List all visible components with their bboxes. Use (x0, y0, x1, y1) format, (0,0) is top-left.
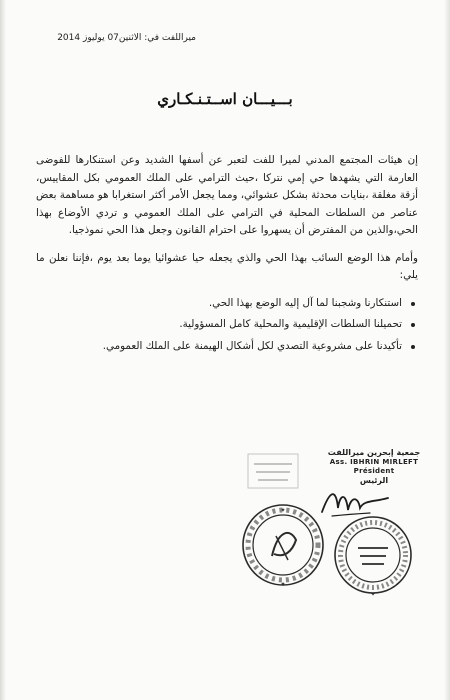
document-title: بـــيـــان اســتـنـكـاري (157, 90, 293, 108)
svg-text:✦: ✦ (280, 581, 286, 588)
list-item: استنكارنا وشجبنا لما آل إليه الوضع بهذا الحي. (36, 295, 402, 313)
svg-text:✦: ✦ (370, 591, 376, 598)
association-name-ar: جمعية إبحرين ميراللفت (327, 448, 421, 457)
president-title-ar: الرئيس (359, 476, 389, 485)
association-name-lat: Ass. IBHRIN MIRLEFT (329, 458, 419, 466)
president-title-lat: Président (353, 467, 395, 475)
document-body (36, 152, 418, 359)
paragraph-declaration: وأمام هذا الوضع السائب بهذا الحي والذي يجعله حيا عشوائيا يوما بعد يوم ،فإننا نعلن ما يلي: (36, 251, 418, 281)
faded-stamp-imprint (244, 448, 304, 494)
svg-text:✦: ✦ (280, 507, 286, 514)
list-item: تأكيدنا على مشروعية التصدي لكل أشكال الهيمنة على الملك العمومي. (36, 338, 402, 356)
paragraph-intro: إن هيئات المجتمع المدني لميرا للفت لتعبر عن أسفها الشديد وعن استنكارها للفوضى العارمة التي يشهدها حي إمي نتركا ،حيث الترامي على الملك العمومي بكل المقاييس، أزقة مغلقة ،بنايات محدثة بشكل عشوائي، ومما يجعل الأمر أكثر استغرابا هو مساهمة بعض عناصر من السلطات المحلية في الترامي على الملك العمومي و تردي الأوضاع بهذا الحي،والذين من المفترض أن يسهروا على احترام القانون وجعل هذا الحي نموذجيا. (36, 154, 418, 236)
dateline: ميراللفت في: الاثنين07 يوليوز 2014 (57, 33, 196, 43)
round-seal-right (330, 512, 416, 598)
list-item: تحميلنا السلطات الإقليمية والمحلية كامل المسؤولية. (36, 316, 402, 334)
association-stamp-text (318, 448, 430, 486)
demands-list (36, 295, 418, 356)
round-seal-left (238, 500, 328, 590)
